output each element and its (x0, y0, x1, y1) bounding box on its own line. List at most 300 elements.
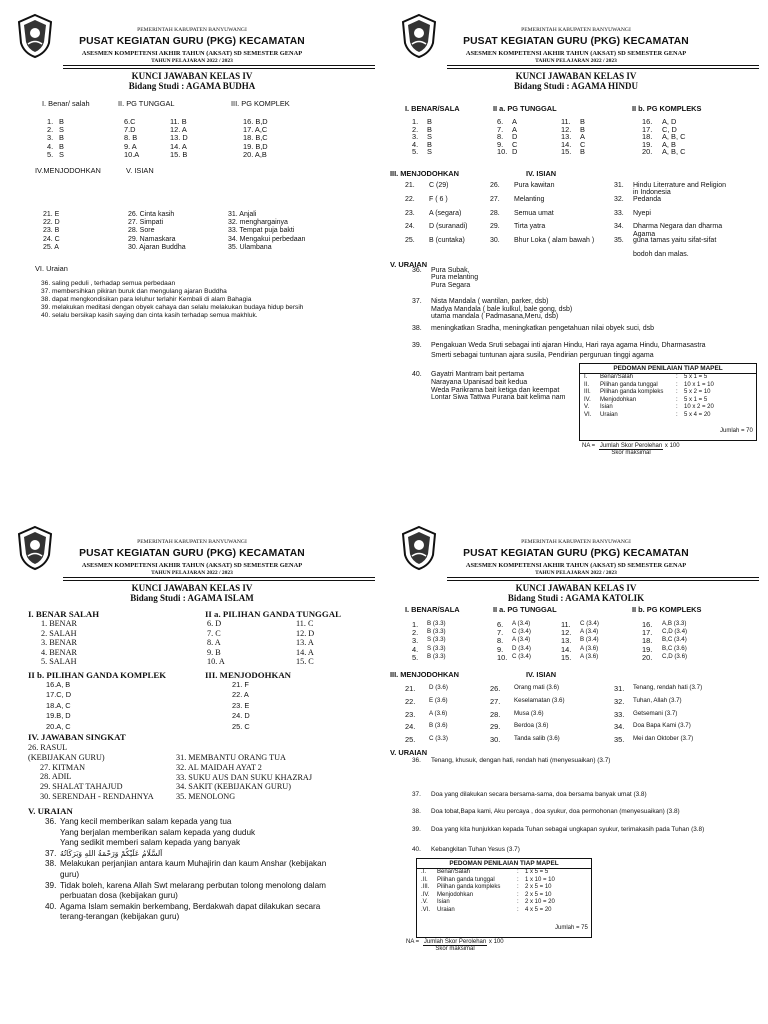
scoring-cell: 10 x 1 = 10 (684, 381, 714, 388)
section-pg-komplek: III. PG KOMPLEK (231, 99, 290, 108)
answer-number: 27. (490, 195, 500, 203)
answer-number: 5. (47, 149, 54, 159)
answer-number: 20. (642, 652, 653, 662)
essay-answer: Weda Parikrama bait ketiga dan keempat (431, 386, 560, 394)
essay-answer: Kebangkitan Tuhan Yesus (3.7) (431, 846, 520, 853)
scoring-cell: IV. (584, 396, 591, 403)
answer-number: 19. (642, 644, 653, 654)
answer-number: 3. (412, 636, 419, 646)
scoring-row (417, 884, 591, 892)
answer-value: Tenang, rendah hati (3.7) (633, 684, 703, 691)
scoring-total: Jumlah = 70 (720, 428, 753, 434)
answer-item: 31. MEMBANTU ORANG TUA (176, 753, 286, 762)
answer-value: Dharma Negara dan dharma (633, 223, 723, 231)
answer-number: 14. (561, 139, 572, 149)
answer-value: F ( 6 ) (429, 195, 448, 203)
answer-value: B (59, 141, 64, 151)
section-pg-tunggal: II a. PILIHAN GANDA TUNGGAL (205, 609, 341, 619)
answer-value: C (580, 139, 586, 149)
scoring-cell: 2 x 10 = 20 (525, 899, 555, 906)
answer-item: (KEBIJAKAN GURU) (28, 752, 105, 762)
answer-value: B (427, 139, 432, 149)
scoring-row (580, 397, 756, 405)
essay-number: 36. (412, 757, 421, 764)
scoring-row (417, 899, 591, 907)
answer-value: B (59, 133, 64, 143)
scoring-cell: II. (584, 381, 590, 388)
answer-value: Keselamatan (3.6) (514, 696, 565, 704)
answer-item: 32. menghargainya (228, 219, 288, 227)
answer-value: A (3.4) (512, 636, 531, 644)
answer-value: S (3.3) (427, 636, 446, 644)
answer-number: 29. (490, 722, 501, 732)
scoring-cell: 2 x 5 = 10 (525, 891, 552, 898)
answer-number: 23. (405, 709, 416, 719)
answer-number: 1. (47, 117, 54, 126)
answer-item: 9. B (207, 647, 221, 657)
scoring-row (417, 869, 591, 877)
answer-value: B (59, 117, 64, 126)
section-benar-salah: I. Benar/ salah (42, 99, 90, 108)
scoring-row (580, 382, 756, 390)
answer-number: 27. (490, 696, 501, 706)
answer-value: C (512, 139, 518, 149)
answer-number: 1. (412, 620, 419, 629)
answer-key-islam (0, 512, 384, 1024)
answer-number: 7. (497, 628, 504, 638)
answer-item: 33. Tempat puja bakti (228, 227, 295, 235)
essay-number: 38. (45, 859, 57, 869)
answer-item: 35. MENOLONG (176, 792, 236, 802)
section-menjodohkan: III. MENJODOHKAN (390, 169, 459, 178)
answer-number: 5. (412, 652, 419, 662)
answer-item: 33. SUKU AUS DAN SUKU KHAZRAJ (176, 772, 313, 782)
answer-value-cont: Agama (633, 231, 656, 238)
essay-answer: Lontar Siwa Tattwa Purana bait kelima nam (431, 394, 566, 402)
answer-value: Semua umat (514, 209, 554, 217)
answer-number: 35. (614, 237, 624, 245)
answer-number: 19. (642, 139, 653, 149)
scoring-cell: .V. (421, 899, 428, 906)
scoring-cell: 5 x 2 = 10 (684, 389, 711, 396)
answer-number: 4. (412, 644, 419, 654)
formula-numerator: Jumlah Skor Perolehan (599, 443, 663, 449)
answer-number: 15. (561, 652, 572, 662)
answer-value-cont: in Indonesia (633, 189, 671, 196)
header-pemerintah: PEMERINTAH KABUPATEN BANYUWANGI (521, 539, 631, 545)
answer-item: 5. SALAH (41, 657, 77, 667)
answer-item: 14. A (170, 141, 187, 151)
essay-number: 37. (45, 848, 57, 858)
answer-value: C (3.3) (429, 735, 448, 743)
scoring-cell: : (517, 891, 519, 898)
answer-item: 13. D (170, 133, 188, 143)
answer-number: 33. (614, 209, 624, 217)
answer-number: 26. (490, 684, 501, 693)
essay-answer: Doa tobat,Bapa kami, Aku percaya , doa syukur, doa permohonan (menyesuaikan) (3.8) (431, 808, 680, 815)
answer-value: B (3.3) (427, 652, 446, 660)
scoring-guide-title: PEDOMAN PENILAIAN TIAP MAPEL (580, 364, 756, 374)
scoring-cell: : (517, 869, 519, 875)
answer-value: A (3.4) (512, 620, 531, 627)
section-pg-tunggal: II a. PG TUNGGAL (493, 605, 557, 614)
answer-item: 20.A, C (46, 721, 71, 731)
page-title: KUNCI JAWABAN KELAS IV (515, 71, 637, 81)
essay-answer: 38. dapat mengkondisikan para leluhur terlahir Kembali di alam Bahagia (41, 296, 252, 303)
scoring-cell: : (676, 404, 678, 411)
essay-answer: perbuatan dosa (kebijakan guru) (60, 891, 178, 901)
answer-number: 25. (405, 237, 415, 245)
answer-number: 15. (561, 147, 572, 157)
answer-number: 21. (405, 182, 415, 189)
answer-item: 12. A (170, 125, 187, 135)
scoring-cell: Uraian (600, 411, 618, 418)
answer-item: 6.C (124, 117, 136, 126)
formula-na: NA = (406, 939, 420, 945)
essay-answer: Smerti sebagai tuntunan ajara susila, Pendirian perguruan tinggi agama (431, 351, 654, 359)
section-uraian: V. URAIAN (28, 806, 73, 816)
answer-number: 2. (47, 125, 54, 135)
answer-item: 28. Sore (128, 227, 155, 235)
answer-number: 22. (405, 696, 416, 706)
answer-item: 22. A (232, 690, 249, 700)
essay-answer: Doa yang dilakukan secara bersama-sama, doa bersama banyak umat (3.8) (431, 791, 647, 798)
scoring-cell: Benar/Salah (437, 869, 471, 875)
answer-number: 6. (497, 620, 504, 629)
answer-number: 35. (614, 735, 625, 745)
answer-value: D (3.4) (512, 644, 531, 652)
answer-item: 13. A (296, 638, 314, 648)
answer-value: B,C (3.6) (662, 644, 687, 652)
answer-item: 15. C (296, 657, 314, 667)
answer-value: B (3.3) (427, 628, 446, 636)
essay-number: 40. (412, 846, 421, 853)
answer-value: C (3.4) (512, 628, 531, 636)
essay-answer: Pengakuan Weda Sruti sebagai inti ajaran Hindu, Hari raya agama Hindu, Dharmasastra (431, 342, 706, 349)
answer-number: 30. (490, 237, 500, 245)
answer-number: 2. (412, 124, 419, 134)
essay-answer: Pura Segara (431, 281, 471, 289)
answer-item: 22. D (43, 219, 60, 227)
scoring-cell: 4 x 5 = 20 (525, 906, 552, 913)
essay-answer: meningkatkan Sradha, meningkatkan pengetahuan nilai obyek suci, dsb (431, 325, 654, 332)
answer-value: Getsemani (3.7) (633, 709, 678, 717)
essay-answer: Gayatri Mantram bait pertama (431, 371, 524, 378)
answer-item: 24. C (43, 235, 60, 243)
answer-value: Hindu Literrature and Religion (633, 182, 726, 189)
scoring-row (417, 877, 591, 885)
subject-title: Bidang Studi : AGAMA HINDU (513, 81, 639, 91)
answer-item: 15. B (170, 149, 188, 159)
answer-value: Pedanda (633, 195, 662, 203)
answer-item: 11. C (296, 619, 314, 628)
answer-number: 20. (642, 147, 653, 157)
answer-item: 18.A, C (46, 700, 71, 710)
essay-answer: Yang berjalan memberikan salam kepada yang duduk (60, 827, 256, 837)
answer-value: C (29) (429, 182, 449, 189)
essay-number: 37. (412, 298, 422, 305)
answer-item: 30. Ajaran Buddha (128, 243, 186, 251)
section-isian: IV. ISIAN (526, 169, 557, 178)
scoring-cell: 1 x 5 = 5 (525, 869, 549, 875)
essay-answer: 36. saling peduli , terhadap semua perbedaan (41, 280, 176, 287)
answer-item: 27. Simpati (128, 219, 164, 227)
answer-value: A (512, 124, 517, 134)
answer-value: Nyepi (633, 209, 651, 217)
answer-value: A, B (662, 139, 676, 149)
answer-number: 4. (47, 141, 54, 151)
answer-key-katolik (384, 512, 768, 1024)
answer-value: B (427, 117, 432, 126)
header-rule (447, 65, 759, 66)
scoring-cell: 2 x 5 = 10 (525, 884, 552, 891)
scoring-row (580, 412, 756, 420)
answer-value: A (580, 132, 585, 142)
answer-value: A, D (662, 117, 677, 126)
section-isian: V. ISIAN (126, 166, 154, 175)
answer-value: S (427, 132, 432, 142)
scoring-cell: : (517, 876, 519, 883)
answer-value: B (580, 117, 585, 126)
essay-answer: Tenang, khusuk, dengan hati, rendah hati (menyesuaikan) (3.7) (431, 757, 611, 764)
scoring-cell: : (676, 374, 678, 380)
essay-answer: Doa yang kita hunjukkan kepada Tuhan sebagai ungkapan syukur, terimakasih pada Tuhan (3.8) (431, 826, 705, 833)
answer-item: 27. KITMAN (40, 762, 86, 772)
answer-item: 7.D (124, 125, 136, 135)
answer-value: A,B (3.3) (662, 620, 687, 627)
answer-number: 21. (405, 684, 416, 693)
answer-item: 4. BENAR (41, 647, 77, 657)
answer-item: 16. B,D (243, 117, 268, 126)
answer-number: 3. (47, 133, 54, 143)
subject-title: Bidang Studi : AGAMA ISLAM (130, 593, 254, 603)
scoring-cell: Menjodohkan (437, 891, 474, 898)
section-pg-komplek: II b. PILIHAN GANDA KOMPLEK (28, 670, 167, 680)
answer-number: 6. (497, 117, 504, 126)
section-uraian: V. URAIAN (390, 260, 428, 269)
formula-denominator: Skor maksimal (435, 946, 475, 952)
scoring-guide (579, 363, 757, 441)
answer-value: Orang mati (3.6) (514, 684, 560, 691)
essay-number: 39. (412, 826, 421, 833)
answer-number: 8. (497, 636, 504, 646)
header-pkg: PUSAT KEGIATAN GURU (PKG) KECAMATAN (79, 548, 305, 559)
scoring-cell: 10 x 2 = 20 (684, 404, 714, 411)
answer-item: 29. Namaskara (128, 235, 176, 243)
essay-answer: Agama Islam semakin berkembang, Berdakwah dapat dilakukan secara (60, 901, 321, 911)
answer-value: guna tamas yaitu sifat-sifat (633, 237, 717, 245)
answer-value: Melanting (514, 195, 545, 203)
answer-number: 11. (561, 117, 571, 126)
essay-number: 37. (412, 791, 421, 798)
answer-value: A (3.6) (580, 652, 599, 660)
answer-number: 23. (405, 209, 415, 217)
answer-number: 32. (614, 696, 625, 706)
answer-item: 28. ADIL (40, 772, 72, 782)
answer-value: A (3.6) (429, 709, 448, 717)
answer-number: 28. (490, 209, 500, 217)
answer-value: A (segara) (429, 209, 462, 217)
header-pemerintah: PEMERINTAH KABUPATEN BANYUWANGI (521, 27, 631, 33)
section-pg-tunggal: II a. PG TUNGGAL (493, 104, 557, 113)
answer-item: 20. A,B (243, 149, 267, 159)
answer-item: 29. SHALAT TAHAJUD (40, 782, 123, 792)
essay-answer: 39. melakukan meditasi dengan obyek cahaya dan selalu melakukan budaya hidup bersih (41, 304, 304, 311)
answer-value: Tirta yatra (514, 223, 546, 231)
essay-answer: Pura melanting (431, 274, 479, 282)
answer-value: B (427, 124, 432, 134)
essay-answer: 37. membersihkan pikiran buruk dan mengulang ajaran Buddha (41, 288, 227, 295)
answer-item: 6. D (207, 619, 222, 628)
answer-number: 12. (561, 628, 572, 638)
section-menjodohkan: III. MENJODOHKAN (390, 670, 459, 679)
essay-answer: 40. selalu bersikap kasih saying dan cinta kasih terhadap semua makhluk. (41, 312, 258, 319)
answer-number: 8. (497, 132, 504, 142)
answer-value: D (suranadi) (429, 223, 468, 231)
answer-item: 26. RASUL (28, 743, 68, 752)
answer-number: 31. (614, 684, 625, 693)
scoring-cell: Isian (437, 899, 450, 906)
answer-value: A, B, C (662, 147, 686, 157)
section-jawaban-singkat: IV. JAWABAN SINGKAT (28, 732, 126, 742)
scoring-row (417, 907, 591, 915)
section-benar-salah: I. BENAR/SALA (405, 104, 460, 113)
answer-number: 10. (497, 652, 508, 662)
answer-item: 7. C (207, 628, 221, 638)
scoring-cell: I. (584, 374, 588, 380)
answer-number: 14. (561, 644, 572, 654)
scoring-cell: .IV. (421, 891, 430, 898)
essay-number: 39. (45, 880, 57, 890)
answer-item: 35. Ulambana (228, 243, 272, 251)
answer-value: Pura kawitan (514, 182, 555, 189)
header-pemerintah: PEMERINTAH KABUPATEN BANYUWANGI (137, 27, 247, 33)
answer-number: 1. (412, 117, 419, 126)
answer-number: 17. (642, 124, 653, 134)
answer-item: 23. B (43, 227, 60, 235)
answer-value: C (3.4) (580, 620, 599, 627)
header-rule-thin (63, 580, 375, 581)
answer-value: C,D (3.6) (662, 652, 688, 660)
answer-value: S (59, 149, 64, 159)
answer-value-cont: bodoh dan malas. (633, 251, 689, 258)
answer-number: 7. (497, 124, 504, 134)
scoring-cell: .III. (421, 884, 430, 891)
header-tahun: TAHUN PELAJARAN 2022 / 2023 (535, 58, 617, 64)
answer-item: 34. Mengakui perbedaan (228, 235, 306, 243)
scoring-cell: .VI. (421, 906, 431, 913)
answer-item: 24. D (232, 711, 250, 721)
answer-item: 17.C, D (46, 690, 72, 700)
scoring-row (580, 374, 756, 382)
answer-item: 10. A (207, 657, 225, 667)
page-title: KUNCI JAWABAN KELAS IV (515, 583, 637, 593)
essay-number: 36. (412, 267, 422, 274)
formula (406, 939, 504, 952)
answer-number: 13. (561, 636, 572, 646)
scoring-cell: Pilihan ganda kompleks (600, 389, 664, 396)
scoring-cell: : (676, 381, 678, 388)
answer-number: 17. (642, 628, 653, 638)
header-asesmen: ASESMEN KOMPETENSI AKHIR TAHUN (AKSAT) SD SEMESTER GENAP (81, 562, 303, 569)
scoring-cell: 5 x 1 = 5 (684, 374, 708, 380)
scoring-cell: Pilihan ganda kompleks (437, 884, 501, 891)
section-menjodohkan: III. MENJODOHKAN (205, 670, 292, 680)
answer-number: 13. (561, 132, 572, 142)
answer-value: B (cuntaka) (429, 237, 465, 245)
essay-number: 40. (45, 901, 57, 911)
answer-value: E (3.6) (429, 696, 448, 704)
answer-item: 2. SALAH (41, 628, 77, 638)
answer-item: 30. SERENDAH - RENDAHNYA (40, 792, 154, 801)
page-title: KUNCI JAWABAN KELAS IV (131, 583, 253, 593)
scoring-cell: : (676, 396, 678, 403)
answer-number: 31. (614, 182, 624, 189)
answer-number: 18. (642, 636, 653, 646)
answer-item: 21. E (43, 211, 60, 218)
answer-number: 30. (490, 735, 501, 745)
answer-number: 29. (490, 223, 500, 231)
answer-value: S (59, 125, 64, 135)
scoring-cell: : (517, 884, 519, 891)
answer-value: A (3.6) (580, 644, 599, 652)
answer-number: 22. (405, 195, 415, 203)
essay-answer: utama mandala ( Padmasana,Meru, dsb) (431, 313, 559, 321)
header-pkg: PUSAT KEGIATAN GURU (PKG) KECAMATAN (79, 36, 305, 47)
essay-answer: Madya Mandala ( bale kulkul, bale gong, dsb) (431, 305, 573, 313)
answer-item: 17. A,C (243, 125, 268, 135)
essay-answer: Tidak boleh, karena Allah Swt melarang perbutan tolong menolong dalam (60, 880, 326, 890)
answer-value: A, B, C (662, 132, 686, 142)
answer-number: 2. (412, 628, 419, 638)
header-asesmen: ASESMEN KOMPETENSI AKHIR TAHUN (AKSAT) SD SEMESTER GENAP (81, 50, 303, 57)
answer-value: Bhur Loka ( alam bawah ) (514, 237, 595, 245)
answer-value: C,D (3.4) (662, 628, 688, 636)
essay-answer: terang-terangan (kebijakan guru) (60, 912, 180, 922)
essay-answer: Narayana Upanisad bait kedua (431, 378, 528, 386)
header-pkg: PUSAT KEGIATAN GURU (PKG) KECAMATAN (463, 36, 689, 47)
formula-denominator: Skor maksimal (611, 450, 651, 456)
answer-value: B (3.4) (580, 636, 599, 644)
answer-number: 3. (412, 132, 419, 142)
scoring-cell: .II. (421, 876, 428, 883)
answer-item: 11. B (170, 117, 187, 126)
scoring-cell: .I. (421, 869, 427, 875)
answer-value: Tuhan, Allah (3.7) (633, 696, 682, 704)
answer-item: 26. Cinta kasih (128, 211, 175, 218)
section-benar-salah: I. BENAR/SALA (405, 605, 460, 614)
scoring-cell: : (517, 906, 519, 913)
answer-number: 24. (405, 223, 415, 231)
answer-item: 9. A (124, 141, 137, 151)
scoring-cell: Menjodohkan (600, 396, 637, 403)
answer-key-budha (0, 0, 384, 512)
header-rule-thin (63, 68, 375, 69)
essay-number: 38. (412, 808, 421, 815)
page-title: KUNCI JAWABAN KELAS IV (131, 71, 253, 81)
answer-item: 10.A (124, 149, 140, 159)
scoring-cell: Uraian (437, 906, 455, 913)
section-benar-salah: I. BENAR SALAH (28, 609, 100, 619)
answer-item: 31. Anjali (228, 211, 257, 218)
answer-value: Mei dan Oktober (3.7) (633, 735, 694, 743)
answer-item: 16.A, B (46, 680, 71, 689)
answer-value: Doa Bapa Kami (3.7) (633, 722, 691, 730)
answer-item: 34. SAKIT (KEBIJAKAN GURU) (176, 782, 291, 792)
answer-number: 9. (497, 139, 504, 149)
header-pemerintah: PEMERINTAH KABUPATEN BANYUWANGI (137, 539, 247, 545)
answer-value: Tanda salib (3.6) (514, 735, 560, 743)
